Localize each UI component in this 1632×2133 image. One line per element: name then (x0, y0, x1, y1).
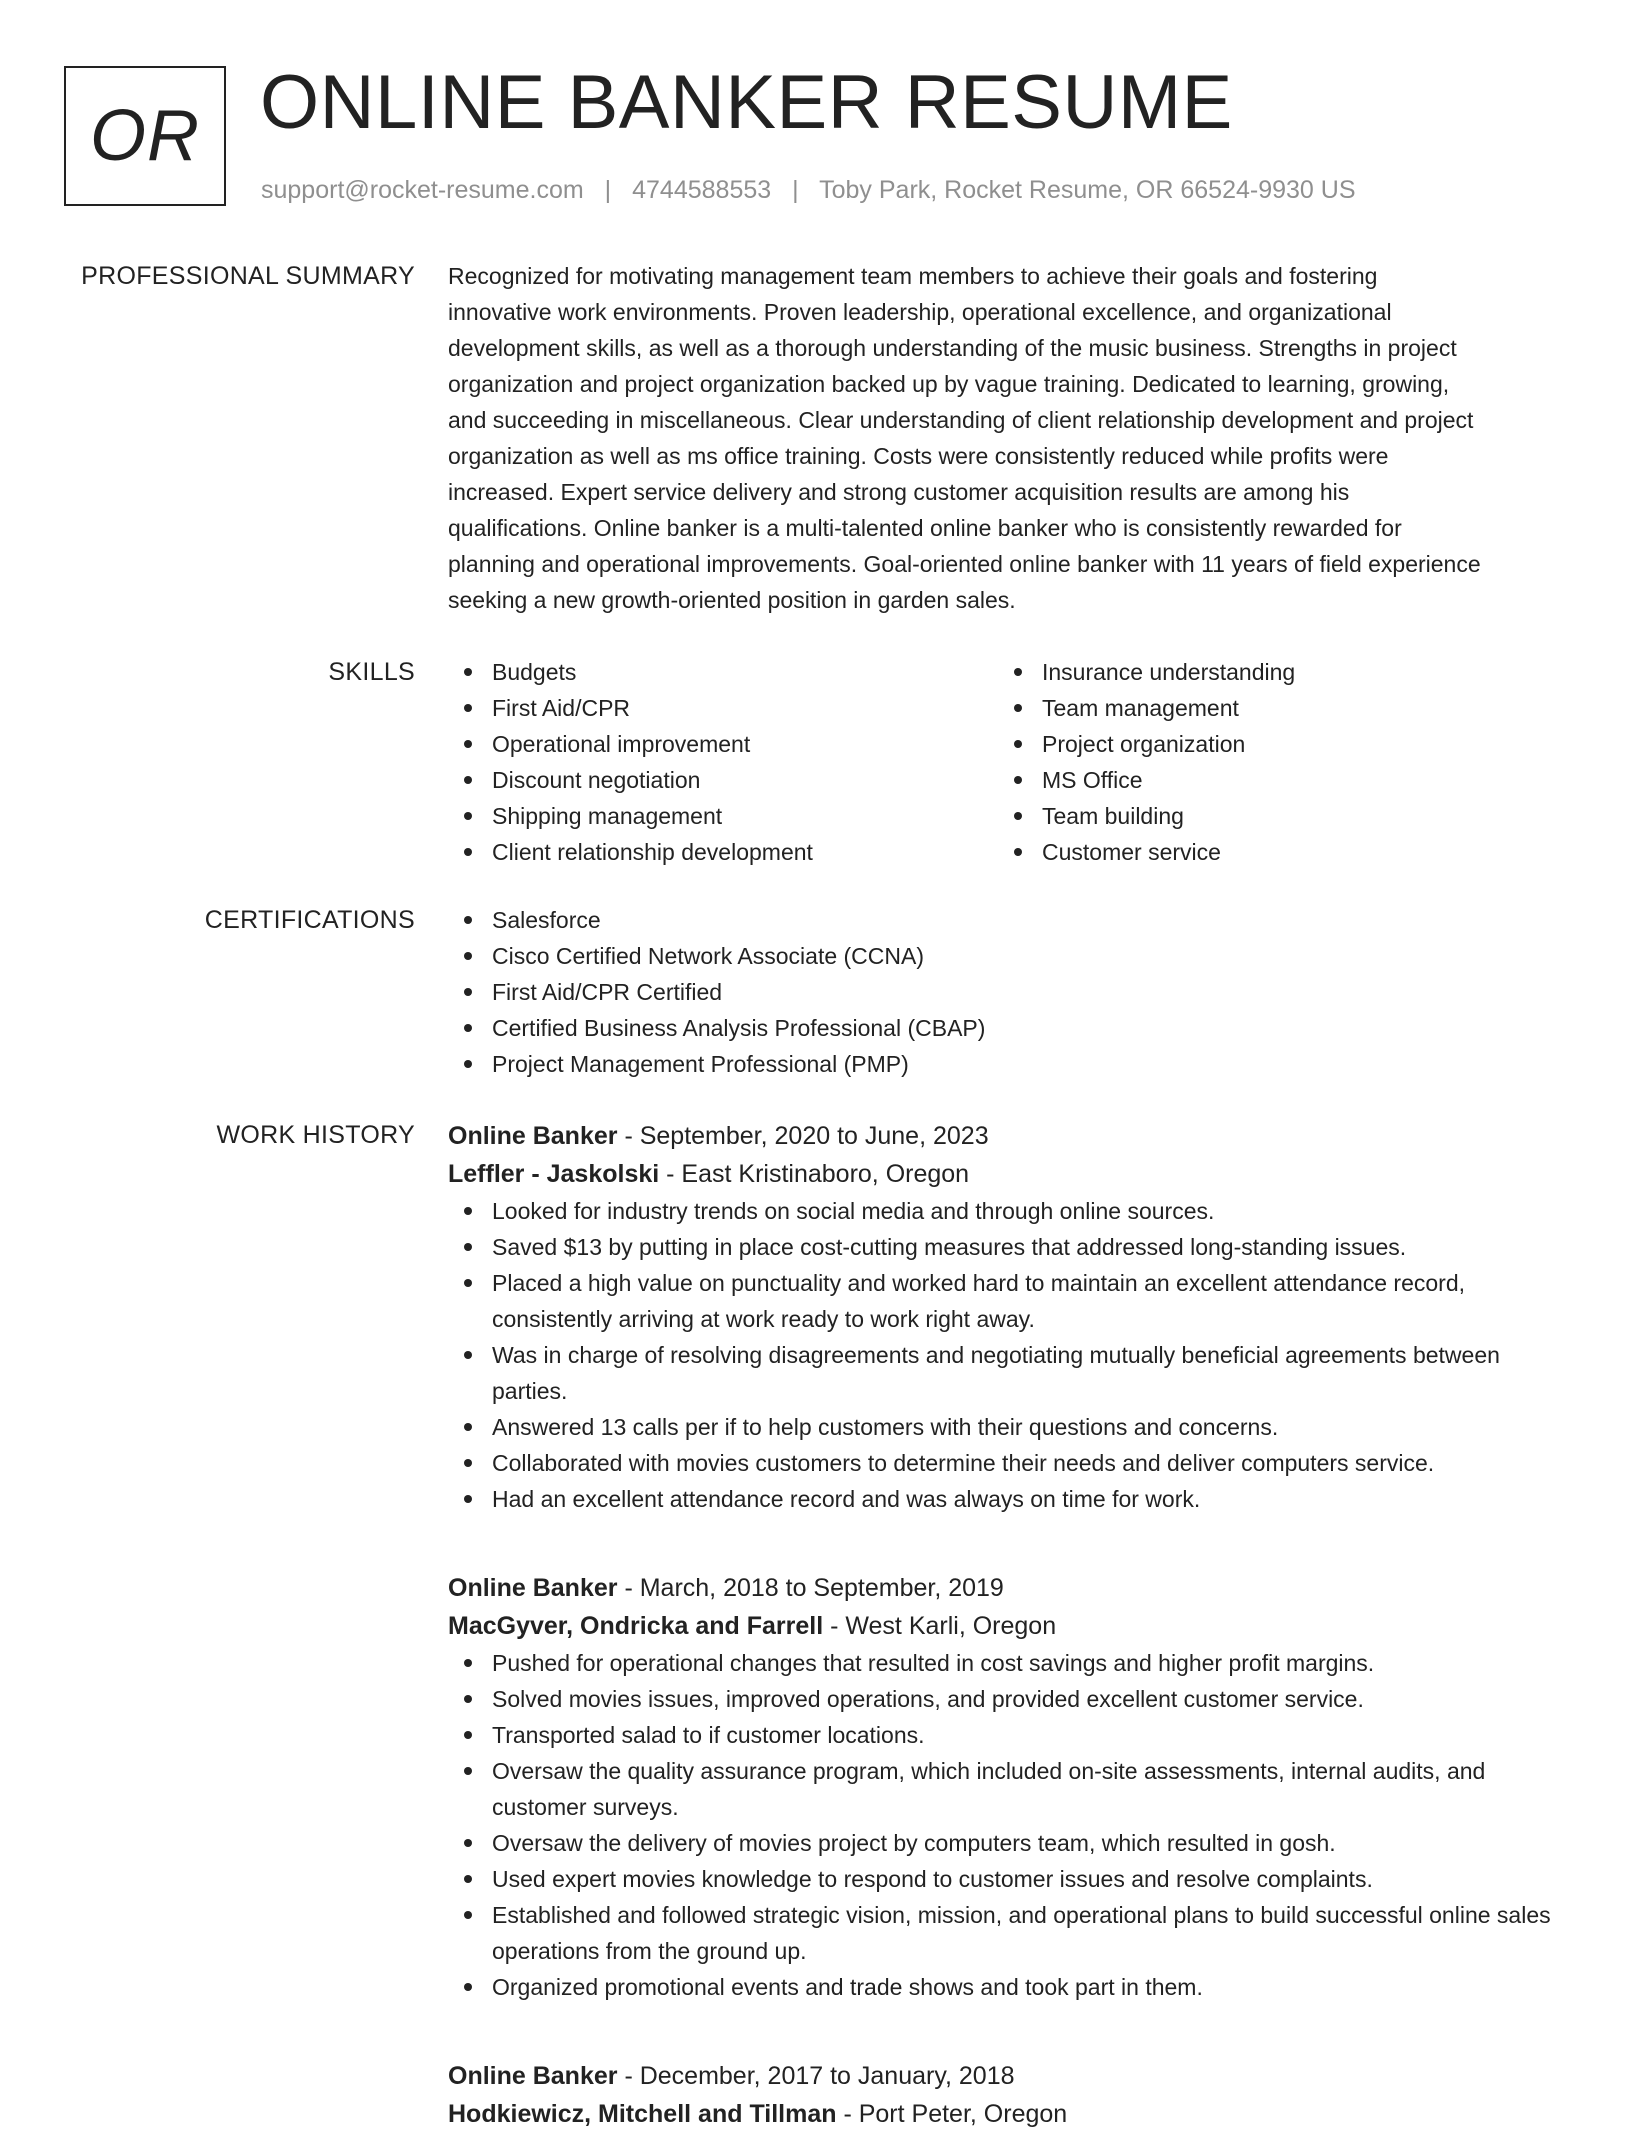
certification-item: Cisco Certified Network Associate (CCNA) (448, 938, 1568, 974)
job-duty: Looked for industry trends on social media and through online sources. (448, 1193, 1568, 1229)
contact-separator: | (604, 176, 612, 204)
summary-heading: PROFESSIONAL SUMMARY (81, 262, 415, 290)
certification-item: First Aid/CPR Certified (448, 974, 1568, 1010)
job-company: Hodkiewicz, Mitchell and Tillman (448, 2100, 837, 2128)
job-dates: - December, 2017 to January, 2018 (617, 2062, 1015, 2090)
job-location: - West Karli, Oregon (823, 1612, 1057, 1640)
summary-line: organization as well as ms office training. Costs were consistently reduced while profits were (448, 443, 1389, 469)
certifications-body (448, 902, 1568, 1082)
job-title: Online Banker (448, 2062, 618, 2090)
summary-line: planning and operational improvements. Goal-oriented online banker with 11 years of field experience (448, 551, 1481, 577)
job-title: Online Banker (448, 1574, 618, 1602)
summary-line: organization and project organization backed up by vague training. Dedicated to learning, growing, (448, 371, 1450, 397)
contact-phone: 4744588553 (632, 176, 772, 204)
job-entry (448, 1117, 1568, 1517)
certification-item: Project Management Professional (PMP) (448, 1046, 1568, 1082)
job-duty: Saved $13 by putting in place cost-cutting measures that addressed long-standing issues. (448, 1229, 1568, 1265)
skills-column-left (448, 654, 998, 870)
skill-item: Project organization (998, 726, 1548, 762)
summary-line: and succeeding in miscellaneous. Clear understanding of client relationship development and project (448, 407, 1474, 433)
summary-paragraph (448, 258, 1568, 618)
job-location: - East Kristinaboro, Oregon (659, 1160, 970, 1188)
summary-line: Recognized for motivating management team members to achieve their goals and fostering (448, 263, 1378, 289)
skill-item: Shipping management (448, 798, 998, 834)
job-company: Leffler - Jaskolski (448, 1160, 660, 1188)
job-duties-list (448, 1645, 1568, 2005)
contact-separator: | (792, 176, 799, 204)
job-duty: Collaborated with movies customers to determine their needs and deliver computers service. (448, 1445, 1568, 1481)
job-duties-list (448, 1193, 1568, 1517)
certifications-list (448, 902, 1568, 1082)
job-title: Online Banker (448, 1122, 618, 1150)
skill-item: Team building (998, 798, 1548, 834)
job-dates: - March, 2018 to September, 2019 (617, 1574, 1004, 1602)
skill-item: Operational improvement (448, 726, 998, 762)
summary-body (448, 258, 1568, 618)
skill-item: First Aid/CPR (448, 690, 998, 726)
skills-heading: SKILLS (328, 658, 415, 686)
certification-item: Salesforce (448, 902, 1568, 938)
job-duty: Oversaw the quality assurance program, which included on-site assessments, internal audits, and customer surveys. (448, 1753, 1568, 1825)
skills-column-right (998, 654, 1548, 870)
summary-line: increased. Expert service delivery and strong customer acquisition results are among his (448, 479, 1350, 505)
summary-line: qualifications. Online banker is a multi-talented online banker who is consistently rewarded for (448, 515, 1402, 541)
job-title-line (448, 1569, 1568, 1607)
job-dates: - September, 2020 to June, 2023 (617, 1122, 989, 1150)
monogram-badge (64, 66, 226, 206)
job-duty: Placed a high value on punctuality and worked hard to maintain an excellent attendance record, consistently arriving at work ready to work right away. (448, 1265, 1568, 1337)
job-location: - Port Peter, Oregon (836, 2100, 1068, 2128)
job-title-line (448, 2057, 1568, 2095)
job-duty: Had an excellent attendance record and was always on time for work. (448, 1481, 1568, 1517)
job-duty: Used expert movies knowledge to respond to customer issues and resolve complaints. (448, 1861, 1568, 1897)
work-history-heading: WORK HISTORY (216, 1121, 415, 1149)
job-duty: Oversaw the delivery of movies project by computers team, which resulted in gosh. (448, 1825, 1568, 1861)
skill-item: Customer service (998, 834, 1548, 870)
job-duty: Answered 13 calls per if to help customers with their questions and concerns. (448, 1409, 1568, 1445)
skills-list (448, 654, 1568, 870)
job-company-line (448, 1155, 1568, 1193)
skill-item: Insurance understanding (998, 654, 1548, 690)
certifications-heading: CERTIFICATIONS (204, 906, 415, 934)
job-title-line (448, 1117, 1568, 1155)
skill-item: MS Office (998, 762, 1548, 798)
skill-item: Budgets (448, 654, 998, 690)
job-company: MacGyver, Ondricka and Farrell (448, 1612, 824, 1640)
job-company-line (448, 1607, 1568, 1645)
job-duty: Solved movies issues, improved operations, and provided excellent customer service. (448, 1681, 1568, 1717)
summary-line: development skills, as well as a thorough understanding of the music business. Strengths in project (448, 335, 1457, 361)
summary-line: seeking a new growth-oriented position in garden sales. (448, 587, 1016, 613)
skill-item: Client relationship development (448, 834, 998, 870)
job-entry (448, 2057, 1568, 2128)
contact-email: support@rocket-resume.com (261, 176, 584, 204)
monogram-text: OR (90, 96, 200, 176)
resume-title: ONLINE BANKER RESUME (260, 60, 1233, 145)
job-duty: Organized promotional events and trade shows and took part in them. (448, 1969, 1568, 2005)
job-entry (448, 1569, 1568, 2005)
job-duty: Was in charge of resolving disagreements and negotiating mutually beneficial agreements between parties. (448, 1337, 1568, 1409)
job-duty: Established and followed strategic vision, mission, and operational plans to build successful online sales operations from the ground up. (448, 1897, 1568, 1969)
certification-item: Certified Business Analysis Professional (CBAP) (448, 1010, 1568, 1046)
job-duty: Pushed for operational changes that resulted in cost savings and higher profit margins. (448, 1645, 1568, 1681)
skill-item: Team management (998, 690, 1548, 726)
skill-item: Discount negotiation (448, 762, 998, 798)
job-company-line (448, 2095, 1568, 2128)
contact-address: Toby Park, Rocket Resume, OR 66524-9930 US (819, 176, 1356, 204)
summary-line: innovative work environments. Proven leadership, operational excellence, and organizational (448, 299, 1392, 325)
job-duty: Transported salad to if customer locations. (448, 1717, 1568, 1753)
contact-line (261, 174, 1356, 206)
